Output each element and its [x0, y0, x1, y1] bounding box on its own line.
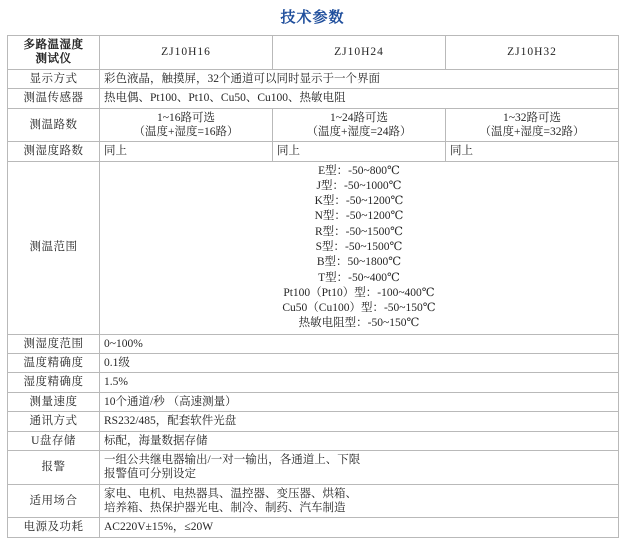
list-item: Pt100（Pt10）型：-100~400℃: [283, 286, 435, 299]
row-value-humidity-range: 0~100%: [100, 334, 619, 353]
row-value-temp-channels-3: [446, 108, 619, 142]
list-item: J型：-50~1000℃: [316, 179, 402, 192]
table-row: [8, 392, 619, 411]
table-row: [8, 484, 619, 518]
row-label-usb-storage: U盘存储: [8, 431, 100, 450]
table-row: [8, 69, 619, 88]
temp-channels-1-line1: 1~16路可选: [157, 111, 215, 124]
temp-channels-3-line2: （温度+湿度=32路）: [479, 125, 585, 138]
row-label-temp-sensor: 测温传感器: [8, 89, 100, 108]
row-value-humidity-channels-1: 同上: [100, 142, 273, 161]
list-item: K型：-50~1200℃: [314, 195, 404, 208]
row-label-communication: 通讯方式: [8, 412, 100, 431]
table-row: [8, 518, 619, 537]
list-item: R型：-50~1500℃: [314, 225, 404, 238]
row-label-humidity-range: 测湿度范围: [8, 334, 100, 353]
list-item: Cu50（Cu100）型：-50~150℃: [282, 302, 436, 315]
header-label-line2: 测试仪: [35, 53, 72, 66]
model-header-1: ZJ10H16: [100, 36, 273, 70]
row-label-applications: 适用场合: [8, 484, 100, 518]
row-label-temp-accuracy: 温度精确度: [8, 354, 100, 373]
alarm-line2: 报警值可分别设定: [104, 468, 196, 481]
list-item: T型：-50~400℃: [318, 271, 400, 284]
row-value-temp-channels-2: [273, 108, 446, 142]
row-value-measure-speed: 10个通道/秒 （高速测量）: [100, 392, 619, 411]
table-row: [8, 142, 619, 161]
row-value-temp-channels-1: [100, 108, 273, 142]
row-value-alarm: [100, 450, 619, 484]
row-value-usb-storage: 标配，海量数据存储: [100, 431, 619, 450]
row-value-temp-accuracy: 0.1级: [100, 354, 619, 373]
header-label-line1: 多路温湿度: [23, 39, 84, 51]
table-row: [8, 431, 619, 450]
temp-range-list: [104, 164, 614, 332]
page-title: 技术参数: [280, 9, 345, 26]
row-label-alarm: 报警: [8, 450, 100, 484]
table-row: [8, 412, 619, 431]
model-header-2: ZJ10H24: [273, 36, 446, 70]
specification-table: [7, 35, 619, 538]
table-row-header: [8, 36, 619, 70]
row-label-temp-range: 测温范围: [8, 161, 100, 334]
row-value-applications: [100, 484, 619, 518]
list-item: N型：-50~1200℃: [314, 210, 404, 223]
table-row: [8, 108, 619, 142]
model-header-3: ZJ10H32: [446, 36, 619, 70]
table-row: [8, 450, 619, 484]
list-item: 热敏电阻型：-50~150℃: [298, 317, 420, 330]
table-row-temp-range: [8, 161, 619, 334]
row-label-humidity-accuracy: 湿度精确度: [8, 373, 100, 392]
table-row: [8, 334, 619, 353]
row-label-measure-speed: 测量速度: [8, 392, 100, 411]
list-item: S型：-50~1500℃: [315, 241, 403, 254]
table-row: [8, 373, 619, 392]
applications-line1: 家电、电机、电热器具、温控器、变压器、烘箱、: [104, 487, 357, 500]
temp-channels-1-line2: （温度+湿度=16路）: [133, 125, 239, 138]
row-value-temp-range: [100, 161, 619, 334]
row-value-communication: RS232/485，配套软件光盘: [100, 412, 619, 431]
row-label-power: 电源及功耗: [8, 518, 100, 537]
row-label-temp-channels: 测温路数: [8, 108, 100, 142]
table-row: [8, 89, 619, 108]
temp-channels-3-line1: 1~32路可选: [503, 111, 561, 124]
alarm-line1: 一组公共继电器输出/一对一输出，各通道上、下限: [104, 453, 361, 466]
list-item: E型：-50~800℃: [318, 164, 400, 177]
header-label-cell: [8, 36, 100, 70]
list-item: B型：50~1800℃: [316, 256, 402, 269]
row-value-power: AC220V±15%，≤20W: [100, 518, 619, 537]
row-value-humidity-accuracy: 1.5%: [100, 373, 619, 392]
row-value-humidity-channels-3: 同上: [446, 142, 619, 161]
applications-line2: 培养箱、热保护器光电、制冷、制药、汽车制造: [104, 502, 346, 515]
temp-channels-2-line2: （温度+湿度=24路）: [306, 125, 412, 138]
row-value-display-mode: 彩色液晶，触摸屏，32个通道可以同时显示于一个界面: [100, 69, 619, 88]
row-value-humidity-channels-2: 同上: [273, 142, 446, 161]
temp-channels-2-line1: 1~24路可选: [330, 111, 388, 124]
row-label-display-mode: 显示方式: [8, 69, 100, 88]
table-row: [8, 354, 619, 373]
row-label-humidity-channels: 测湿度路数: [8, 142, 100, 161]
row-value-temp-sensor: 热电偶、Pt100、Pt10、Cu50、Cu100、热敏电阻: [100, 89, 619, 108]
